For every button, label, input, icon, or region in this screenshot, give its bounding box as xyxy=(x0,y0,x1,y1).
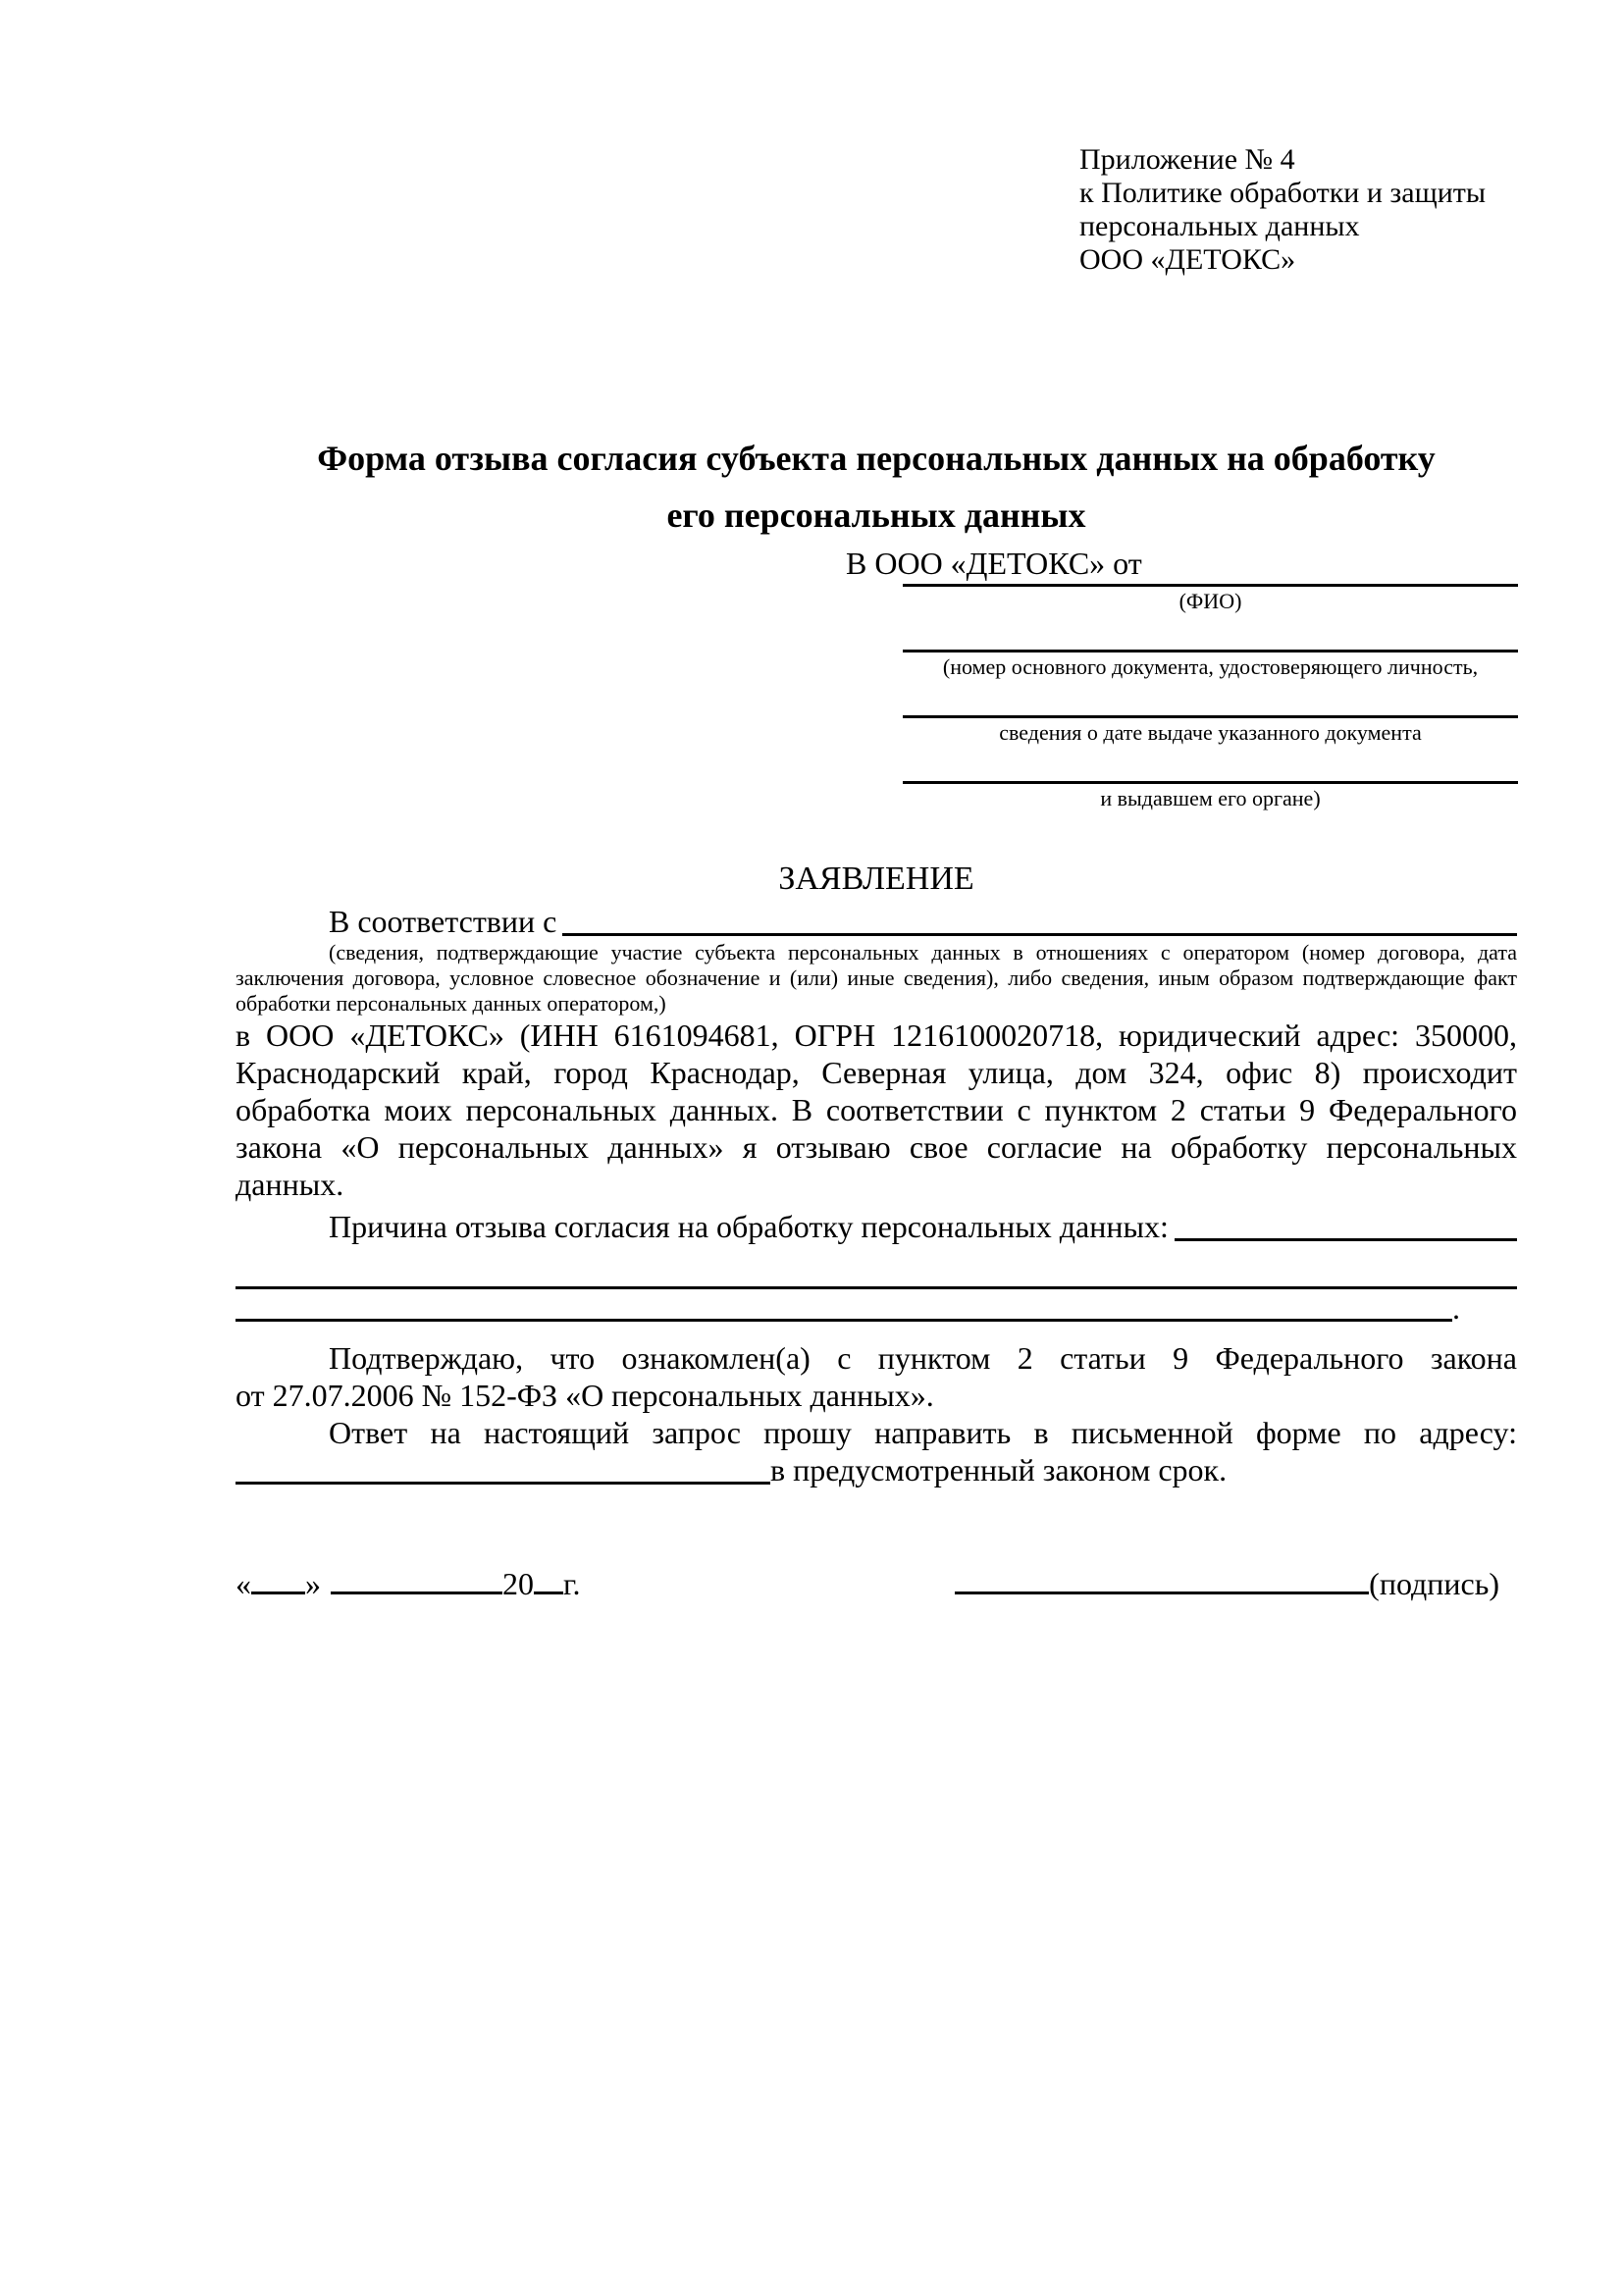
month-blank-line xyxy=(331,1592,502,1594)
confirmation-paragraph xyxy=(236,1339,1517,1414)
paragraph-indent xyxy=(236,1208,329,1245)
recipient-org-line: В ООО «ДЕТОКС» от xyxy=(846,546,1142,581)
page-content xyxy=(236,0,1517,1602)
signature-caption: (подпись) xyxy=(1369,1566,1499,1601)
appendix-line-3: персональных данных xyxy=(1079,210,1360,242)
basis-blank-line xyxy=(562,903,1517,936)
issuing-authority-caption: и выдавшем его органе) xyxy=(1100,786,1321,810)
reason-blank-line-3 xyxy=(236,1289,1517,1327)
issuing-authority-field xyxy=(903,781,1518,811)
reason-blank-line-3-rule xyxy=(236,1289,1452,1322)
doc-number-caption: (номер основного документа, удостоверяющего личность, xyxy=(942,654,1479,679)
statement-body-line-3: обработка моих персональных данных. В соответствии с пунктом 2 статьи 9 Федерального xyxy=(236,1092,1517,1127)
basis-note-line-3: обработки персональных данных оператором,) xyxy=(236,991,666,1016)
year-blank-line xyxy=(534,1592,563,1594)
year-prefix: 20 xyxy=(502,1566,534,1601)
recipient-fields xyxy=(903,584,1518,811)
statement-heading: ЗАЯВЛЕНИЕ xyxy=(778,861,974,897)
date-signature-row xyxy=(236,1565,1517,1602)
reason-terminator: . xyxy=(1452,1290,1460,1326)
statement-body-line-4: закона «О персональных данных» я отзываю свое согласие на обработку персональных xyxy=(236,1129,1517,1165)
basis-note xyxy=(236,940,1517,1017)
confirmation-line-1: Подтверждаю, что ознакомлен(а) с пунктом 2 статьи 9 Федерального закона xyxy=(329,1340,1517,1376)
issue-date-field xyxy=(903,715,1518,746)
reason-row xyxy=(236,1208,1517,1245)
statement-body xyxy=(236,1017,1517,1203)
fio-caption: (ФИО) xyxy=(1178,589,1242,613)
statement-body-line-2: Краснодарский край, город Краснодар, Северная улица, дом 324, офис 8) происходит xyxy=(236,1055,1517,1090)
basis-note-line-2: заключения договора, условное словесное обозначение и (или) иные сведения), либо сведения, иным образом подтверждающие факт xyxy=(236,965,1517,990)
reply-address-row xyxy=(236,1451,1517,1488)
signature-blank-line xyxy=(955,1592,1369,1594)
basis-row xyxy=(236,903,1517,940)
appendix-line-2: к Политике обработки и защиты xyxy=(1079,177,1487,209)
day-blank-line xyxy=(251,1592,305,1594)
address-blank-line xyxy=(236,1451,770,1485)
date-quote-open: « xyxy=(236,1566,251,1601)
doc-number-field xyxy=(903,650,1518,680)
reply-request-line: Ответ на настоящий запрос прошу направить в письменной форме по адресу: xyxy=(329,1415,1517,1450)
date-group xyxy=(236,1565,581,1602)
reason-prefix: Причина отзыва согласия на обработку персональных данных: xyxy=(329,1209,1169,1244)
document-title-line-1: Форма отзыва согласия субъекта персональных данных на обработку xyxy=(317,439,1436,478)
appendix-block xyxy=(1079,143,1517,277)
appendix-line-4: ООО «ДЕТОКС» xyxy=(1079,243,1296,276)
fio-field xyxy=(903,584,1518,614)
year-suffix: г. xyxy=(563,1566,581,1601)
statement-body-line-5: данных. xyxy=(236,1167,344,1202)
confirmation-line-2: от 27.07.2006 № 152-ФЗ «О персональных данных». xyxy=(236,1378,934,1413)
reply-suffix: в предусмотренный законом срок. xyxy=(770,1452,1228,1487)
issue-date-caption: сведения о дате выдаче указанного документа xyxy=(999,720,1422,745)
appendix-line-1: Приложение № 4 xyxy=(1079,143,1295,176)
document-title xyxy=(236,430,1517,544)
basis-prefix: В соответствии с xyxy=(329,904,557,939)
paragraph-indent xyxy=(236,903,329,940)
date-quote-close: » xyxy=(305,1566,321,1601)
signature-group xyxy=(955,1565,1499,1602)
basis-note-line-1: (сведения, подтверждающие участие субъекта персональных данных в отношениях с оператором (номер договора, дата xyxy=(329,940,1517,965)
reason-blank-line-1 xyxy=(1175,1208,1517,1241)
document-title-line-2: его персональных данных xyxy=(666,496,1086,535)
statement-body-line-1: в ООО «ДЕТОКС» (ИНН 6161094681, ОГРН 1216100020718, юридический адрес: 350000, xyxy=(236,1018,1517,1053)
